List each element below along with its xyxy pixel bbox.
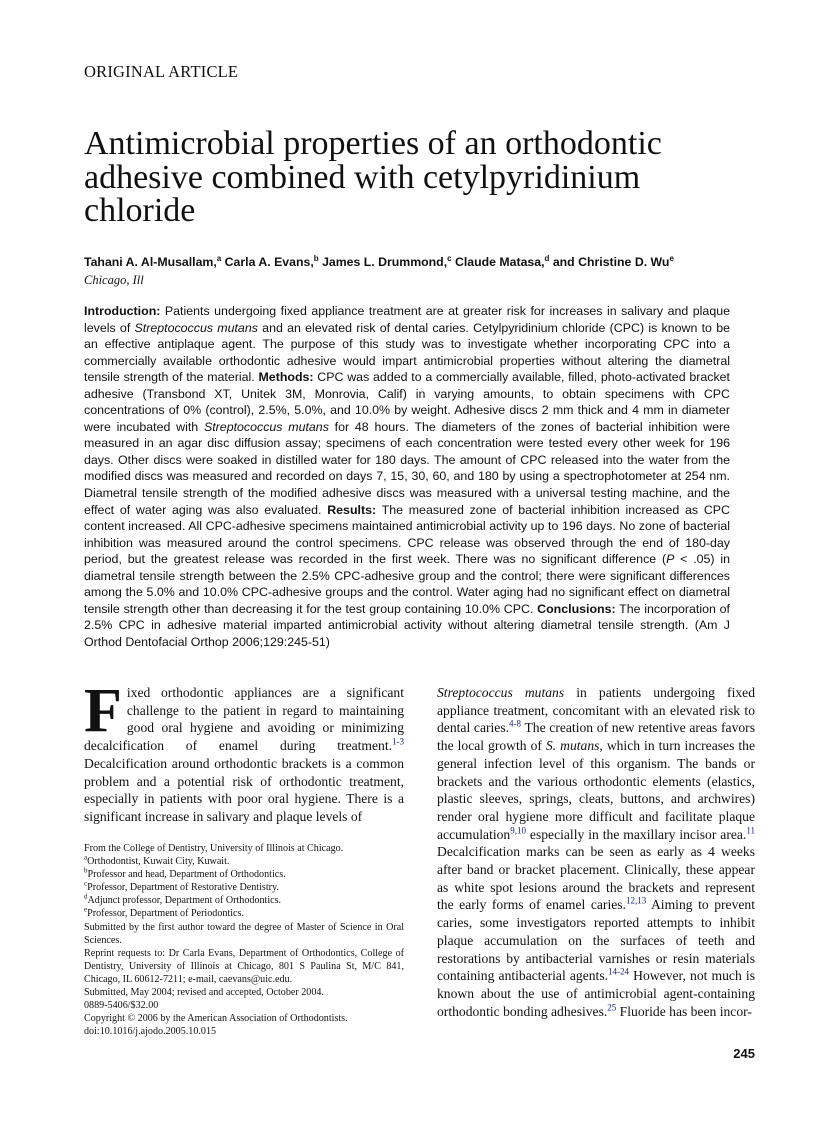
abstract-text: < .05) in diametral tensile strength between the 2.5% CPC-adhesive group and the control; there were significant differences among the 5.0% and 10.0% CPC-adhesive groups and the control. Water aging had no significant effect on diametral tensile strength other than decreasing it for the test group containing 10.0% CPC.: [84, 552, 730, 616]
footnote-from: From the College of Dentistry, University of Illinois at Chicago.: [84, 843, 344, 854]
abstract-text: Patients undergoing fixed appliance treatment are at greater risk for increases in salivary and plaque levels of: [84, 304, 730, 335]
citation-link[interactable]: 9,10: [510, 825, 526, 836]
footnote-affiliation: $^a$Orthodontist, Kuwait City, Kuwait.: [84, 853, 230, 868]
species-name: Streptococcus mutans: [437, 685, 565, 700]
body-text: The creation of new retentive areas favors the local growth of: [437, 720, 755, 754]
abstract-intro-label: Introduction:: [84, 304, 161, 318]
footnote-affiliation: $^e$Professor, Department of Periodontics.: [84, 906, 244, 920]
body-text: especially in the maxillary incisor area.: [525, 826, 747, 842]
footnotes: [84, 842, 404, 1038]
section-label: ORIGINAL ARTICLE: [84, 62, 239, 81]
abstract-text: CPC was added to a commercially available, filled, photo-activated bracket adhesive (Transbond XT, Unitek 3M, Monrovia, Calif) in varying amounts, to obtain specimens with CPC concentrations of 0% (control), 2.5%, 5.0%, and 10.0% by weight. Adhesive discs 2 mm thick and 4 mm in diameter were incubated with: [84, 370, 730, 434]
abstract-conclusions-label: Conclusions:: [537, 601, 616, 616]
author: and Christine D. Wu$^e$: [552, 254, 674, 270]
author-location: Chicago, Ill: [84, 273, 144, 287]
body-column-left: [84, 677, 404, 826]
footnote-doi[interactable]: doi:10.1016/j.ajodo.2005.10.015: [84, 1026, 217, 1038]
abstract-results-label: Results:: [327, 502, 377, 517]
footnote-submitted-by: Submitted by the first author toward the degree of Master of Science in Oral Sciences.: [84, 921, 404, 946]
citation-link[interactable]: 4-8: [509, 718, 522, 729]
author-list: [84, 254, 674, 269]
citation-link[interactable]: 14-24: [608, 966, 630, 977]
abstract-text: and an elevated risk of dental caries. Cetylpyridinium chloride (CPC) is known to be an effective antiplaque agent. The purpose of this study was to investigate whether incorporating CPC into a commercially available orthodontic adhesive would impart antimicrobial properties without altering the diametral tensile strength of the material.: [84, 320, 730, 385]
abstract-text: The measured zone of bacterial inhibition increased as CPC content increased. All CPC-adhesive specimens maintained antimicrobial activity up to 196 days. No zone of bacterial inhibition was measured around the control specimens. CPC release was observed through the end of 180-day period, but the greatest release was recorded in the first week. There was no significant difference (: [84, 502, 730, 567]
author: Tahani A. Al-Musallam,$^a$: [84, 254, 222, 270]
citation-link[interactable]: 25: [607, 1002, 617, 1013]
drop-cap: F: [84, 677, 122, 745]
abstract-methods-label: Methods:: [258, 370, 314, 385]
author: Claude Matasa,$^d$: [454, 254, 550, 270]
footnote-affiliation: $^b$Professor and head, Department of Orthodontics.: [84, 866, 286, 881]
page-number: 245: [733, 1046, 755, 1061]
citation-link[interactable]: 12,13: [625, 895, 647, 906]
body-column-right: [437, 684, 755, 1020]
footnote-copyright: Copyright © 2006 by the American Association of Orthodontists.: [84, 1013, 348, 1025]
footnote-issn: 0889-5406/$32.00: [84, 1000, 159, 1012]
footnote-dates: Submitted, May 2004; revised and accepted, October 2004.: [84, 987, 324, 999]
p-value-symbol: P: [666, 552, 675, 567]
citation-link[interactable]: 1-3: [392, 736, 404, 747]
body-text: Decalcification around orthodontic brackets is a common problem and a potential risk of orthodontic treatment, especially in patients with poor oral hygiene. There is a significant increase in salivary and plaque levels of: [84, 755, 404, 824]
body-text: However, not much is known about the use of antimicrobial agent-containing orthodontic bonding adhesives.: [437, 968, 755, 1019]
body-text: ixed orthodontic appliances are a significant challenge to the patient in regard to maintaining good oral hygiene and avoiding or minimizing decalcification of enamel during treatment.: [84, 685, 404, 754]
body-text: , which in turn increases the general infection level of this organism. The bands or brackets and the various orthodontic elements (elastics, plastic sleeves, springs, cleats, buttons, and archwires) render oral hygiene more difficult and facilitate plaque accumulation: [437, 738, 755, 842]
body-text: Fluoride has been incor-: [616, 1003, 752, 1019]
abstract-text: for 48 hours. The diameters of the zones of bacterial inhibition were measured in an agar disc diffusion assay; specimens of each concentration were tested every other week for 196 days. Other discs were soaked in distilled water for 180 days. The amount of CPC released into the water from the modified discs was measured and recorded on days 7, 15, 30, 60, and 180 by using a spectrophotometer at 254 nm. Diametral tensile strength of the modified adhesive discs was measured with a universal testing machine, and the effect of water aging was also evaluated.: [84, 419, 731, 517]
abstract-text: The incorporation of 2.5% CPC in adhesive material imparted antimicrobial activity without altering diametral tensile strength. (Am J Orthod Dentofacial Orthop 2006;129:245-51): [84, 601, 730, 649]
species-name: S. mutans: [545, 738, 600, 754]
body-text: Decalcification marks can be seen as early as 4 weeks after band or bracket placement. Clinically, these appear as white spot lesions around the brackets and represent the early forms of enamel caries.: [437, 844, 755, 913]
citation-link[interactable]: 11: [746, 825, 755, 836]
footnote-affiliation: $^d$Adjunct professor, Department of Orthodontics.: [84, 893, 282, 907]
footnote-reprint-requests: Reprint requests to: Dr Carla Evans, Department of Orthodontics, College of Dentistry, University of Illinois at Chicago, 801 S Paulina St, M/C 841, Chicago, IL 60612-7211; e-mail, caevans@uic.edu.: [84, 947, 404, 985]
body-text: Aiming to prevent caries, some investigators reported attempts to inhibit plaque accumulation on the surfaces of teeth and restorations by antibacterial varnishes or resin materials containing antibacterial agents.: [437, 897, 755, 984]
body-text: in patients undergoing fixed appliance treatment, concomitant with an elevated risk to dental caries.: [437, 685, 755, 736]
article-title: Antimicrobial properties of an orthodontic adhesive combined with cetylpyridinium chloride: [84, 125, 662, 230]
footnote-affiliation: $^c$Professor, Department of Restorative Dentistry.: [84, 879, 279, 894]
author: Carla A. Evans,$^b$: [224, 254, 319, 270]
species-name: Streptococcus mutans: [203, 419, 329, 434]
abstract: [84, 303, 730, 650]
species-name: Streptococcus mutans: [134, 320, 258, 335]
author: James L. Drummond,$^c$: [322, 254, 452, 270]
